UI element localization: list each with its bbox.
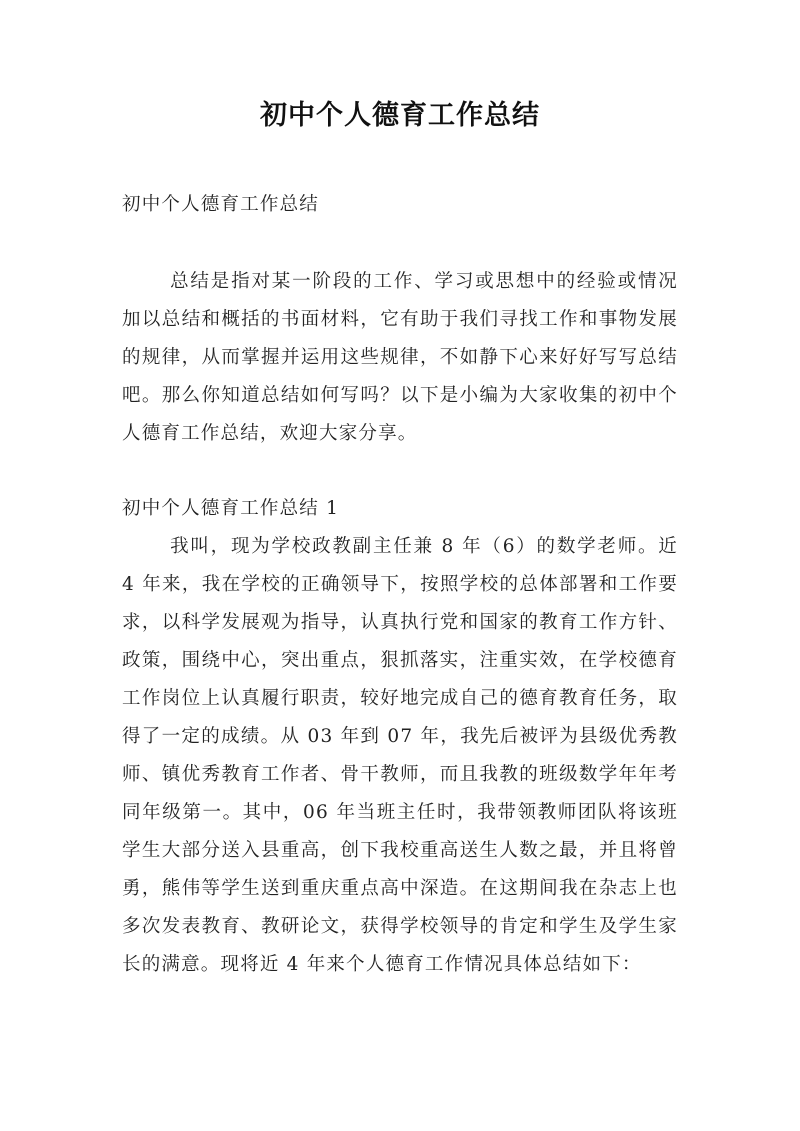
document-body bbox=[122, 186, 678, 984]
section-heading: 初中个人德育工作总结 1 bbox=[122, 498, 340, 519]
document-subtitle: 初中个人德育工作总结 bbox=[122, 194, 320, 215]
section-paragraph: 我叫，现为学校政教副主任兼 8 年（6）的数学老师。近 4 年来，我在学校的正确领导下，按照学校的总体部署和工作要求，以科学发展观为指导，认真执行党和国家的教育工作方针、政策，围绕中心，突出重点，狠抓落实，注重实效，在学校德育工作岗位上认真履行职责，较好地完成自己的德育教育任务，取得了一定的成绩。从 03 年到 07 年，我先后被评为县级优秀教师、镇优秀教育工作者、骨干教师，而且我教的班级数学年年考同年级第一。其中，06 年当班主任时，我带领教师团队将该班学生大部分送入县重高，创下我校重高送生人数之最，并且将曾勇，熊伟等学生送到重庆重点高中深造。在这期间我在杂志上也多次发表教育、教研论文，获得学校领导的肯定和学生及学生家长的满意。现将近 4 年来个人德育工作情况具体总结如下： bbox=[122, 536, 678, 975]
document-title: 初中个人德育工作总结 bbox=[260, 100, 540, 131]
paragraph-spacer bbox=[122, 224, 678, 263]
paragraph-spacer bbox=[122, 453, 678, 490]
intro-paragraph: 总结是指对某一阶段的工作、学习或思想中的经验或情况加以总结和概括的书面材料，它有助于我们寻找工作和事物发展的规律，从而掌握并运用这些规律，不如静下心来好好写写总结吧。那么你知道总结如何写吗？以下是小编为大家收集的初中个人德育工作总结，欢迎大家分享。 bbox=[122, 271, 678, 444]
